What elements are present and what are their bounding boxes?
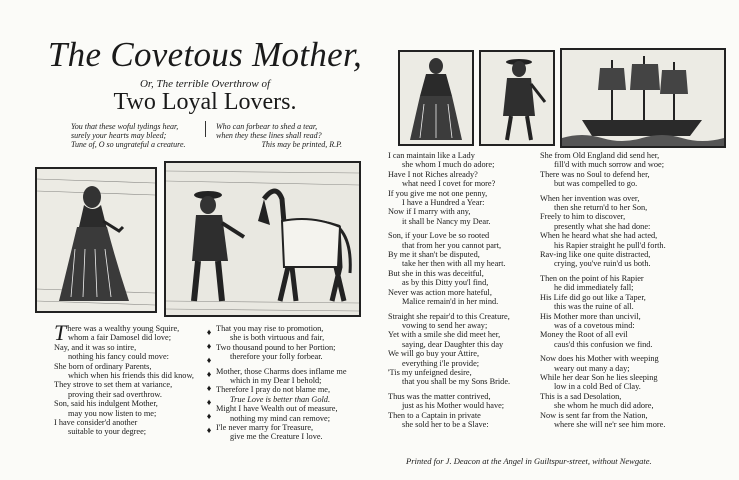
verse-line: his Rapier straight he pull'd forth. [554, 240, 666, 250]
woodcut-gentleman [479, 50, 555, 146]
ballad-subtitle: Or, The terrible Overthrow of [139, 78, 271, 90]
epigraph-line: Who can forbear to shed a tear, [216, 122, 318, 131]
verse-line: Might I have Wealth out of measure, [216, 404, 338, 414]
verse-line: that you shall be my Sons Bride. [402, 377, 511, 387]
verse-column-1 [54, 320, 194, 437]
verse-line: When he heard what she had acted, [540, 231, 658, 241]
verse-line: she whom I much do adore; [402, 160, 495, 170]
drop-cap: T [54, 320, 67, 345]
verse-line: whom a fair Damosel did love; [68, 333, 171, 343]
verse-line: Malice remain'd in her mind. [402, 297, 499, 307]
verse-line: just as his Mother would have; [402, 401, 505, 411]
verse-line: weary out many a day; [554, 363, 630, 373]
horse-and-man-icon [166, 163, 359, 315]
verse-line: was of a covetous mind: [554, 320, 635, 330]
verse-line: give me the Creature I love. [230, 432, 323, 442]
verse-line: low in a cold Bed of Clay. [554, 382, 641, 392]
verse-line: Son, if your Love be so rooted [388, 231, 490, 241]
epigraph-line: when they these lines shall read? [216, 131, 322, 140]
verse-line: but was compelled to go. [554, 179, 638, 189]
verse-line: then she return'd to her Son, [554, 203, 648, 213]
verse-line: suitable to your degree; [68, 427, 147, 437]
verse-line: Son, said his indulgent Mother, [54, 399, 158, 409]
verse-line: everything i'le provide; [402, 358, 480, 368]
verse-line: Yet with a smile she did meet her, [388, 330, 501, 340]
verse-line: Have I not Riches already? [388, 169, 478, 179]
epigraph-left [71, 122, 186, 149]
verse-line: Therefore I pray do not blame me, [216, 385, 331, 395]
verse-line: Nay, and it was so intire, [54, 342, 137, 352]
verse-line: nothing his fancy could move: [68, 352, 169, 362]
verse-line: nothing my mind can remove; [230, 413, 331, 423]
verse-line: Thus was the matter contrived, [388, 391, 491, 401]
verse-line: Then to a Captain in private [388, 410, 481, 420]
verse-line: here was a wealthy young Squire, [67, 324, 180, 333]
verse-line: it shall be Nancy my Dear. [402, 216, 491, 226]
verse-line: There was no Soul to defend her, [540, 169, 650, 179]
verse-line: she whom he much did adore, [554, 401, 654, 411]
woman-figure-icon [400, 52, 472, 144]
epigraph-line: Tune of, O so ungrateful a creature. [71, 140, 186, 149]
verse-line: True Love is better than Gold. [230, 394, 331, 404]
epigraph-divider [205, 121, 206, 137]
verse-line: When her invention was over, [540, 193, 640, 203]
woodcut-ship [560, 48, 726, 148]
verse-line: That you may rise to promotion, [216, 324, 324, 333]
verse-column-2 [216, 324, 347, 442]
lady-figure-icon [37, 169, 155, 311]
verse-line: Now does his Mother with weeping [540, 354, 659, 364]
verse-line: therefore your folly forbear. [230, 352, 323, 362]
verse-line: Money the Root of all evil [540, 330, 628, 340]
verse-line: may you now listen to me; [68, 408, 157, 418]
verse-line: I have a Hundred a Year: [402, 198, 485, 208]
epigraph-line: You that these woful tydings hear, [71, 122, 179, 131]
verse-line: This is a sad Desolation, [540, 391, 622, 401]
verse-line: that from her you cannot part, [402, 240, 502, 250]
verse-line: She born of ordinary Parents, [54, 361, 152, 371]
epigraph-line: This may be printed, R.P. [261, 140, 342, 149]
verse-line: Rav-ing like one quite distracted, [540, 250, 651, 260]
woodcut-woman-standing [398, 50, 474, 146]
verse-line: this was the ruine of all. [554, 302, 634, 312]
verse-column-3 [388, 151, 510, 429]
verse-line: While her dear Son he lies sleeping [540, 372, 658, 382]
verse-line: Freely to him to discover, [540, 212, 626, 222]
printer-imprint: Printed for J. Deacon at the Angel in Guiltspur-street, without Newgate. [406, 456, 652, 466]
verse-line: If you give me not one penny, [388, 188, 488, 198]
verse-line: Mother, those Charms does inflame me [216, 366, 347, 376]
verse-line: she sold her to be a Slave: [402, 419, 489, 429]
gentleman-figure-icon [481, 52, 553, 144]
verse-line: His Life did go out like a Taper, [540, 292, 646, 302]
verse-line: By me it shan't be disputed, [388, 250, 480, 260]
epigraph-right [216, 122, 342, 149]
verse-line: which when his friends this did know, [68, 371, 194, 381]
epigraph-line: surely your hearts may bleed; [71, 131, 167, 140]
verse-line: They strove to set them at variance, [54, 380, 173, 390]
ballad-title: The Covetous Mother, [47, 35, 363, 74]
verse-column-4 [540, 151, 666, 429]
verse-line: We will go buy your Attire, [388, 349, 480, 359]
verse-line: presently what she had done: [554, 221, 651, 231]
verse-line: proving their sad overthrow. [68, 389, 162, 399]
verse-line: fill'd with much sorrow and woe; [554, 160, 665, 170]
verse-line: Now if I marry with any, [388, 207, 471, 217]
verse-line: caus'd this confusion we find. [554, 339, 653, 349]
verse-line: Two thousand pound to her Portion; [216, 342, 336, 352]
verse-line: Straight she repair'd to this Creature, [388, 311, 510, 321]
verse-line: as by this Ditty you'l find, [402, 278, 489, 288]
verse-line: which in my Dear I behold; [230, 376, 322, 386]
verse-line: saying, dear Daughter this day [402, 339, 504, 349]
verse-line: His Mother more than uncivil, [540, 311, 641, 321]
verse-line: Now is sent far from the Nation, [540, 410, 648, 420]
verse-line: But she in this was deceitful, [388, 268, 484, 278]
verse-line: Then on the point of his Rapier [540, 273, 644, 283]
verse-line: what need I covet for more? [402, 179, 496, 189]
verse-line: he did immediately fall; [554, 283, 634, 293]
sailing-ship-icon [562, 50, 724, 146]
verse-line: she is both virtuous and fair, [230, 333, 325, 343]
verse-line: I can maintain like a Lady [388, 151, 475, 160]
ornament-column: ♦ ♦ ♦ ♦ ♦ ♦ ♦ ♦ [206, 327, 212, 435]
verse-line: 'Tis my unfeigned desire, [388, 367, 472, 377]
verse-line: take her then with all my heart. [402, 259, 506, 269]
verse-line: Never was action more hateful, [388, 287, 492, 297]
ballad-secondary-title: Two Loyal Lovers. [113, 89, 297, 115]
woodcut-lady [35, 167, 157, 313]
verse-line: vowing to send her away; [402, 320, 488, 330]
verse-line: She from Old England did send her, [540, 151, 660, 160]
verse-line: I have consider'd another [54, 418, 138, 428]
verse-line: crying, you've ruin'd us both. [554, 259, 651, 269]
verse-line: where she will ne'r see him more. [554, 419, 666, 429]
verse-line: I'le never marry for Treasure, [216, 423, 314, 433]
woodcut-horseman [164, 161, 361, 317]
